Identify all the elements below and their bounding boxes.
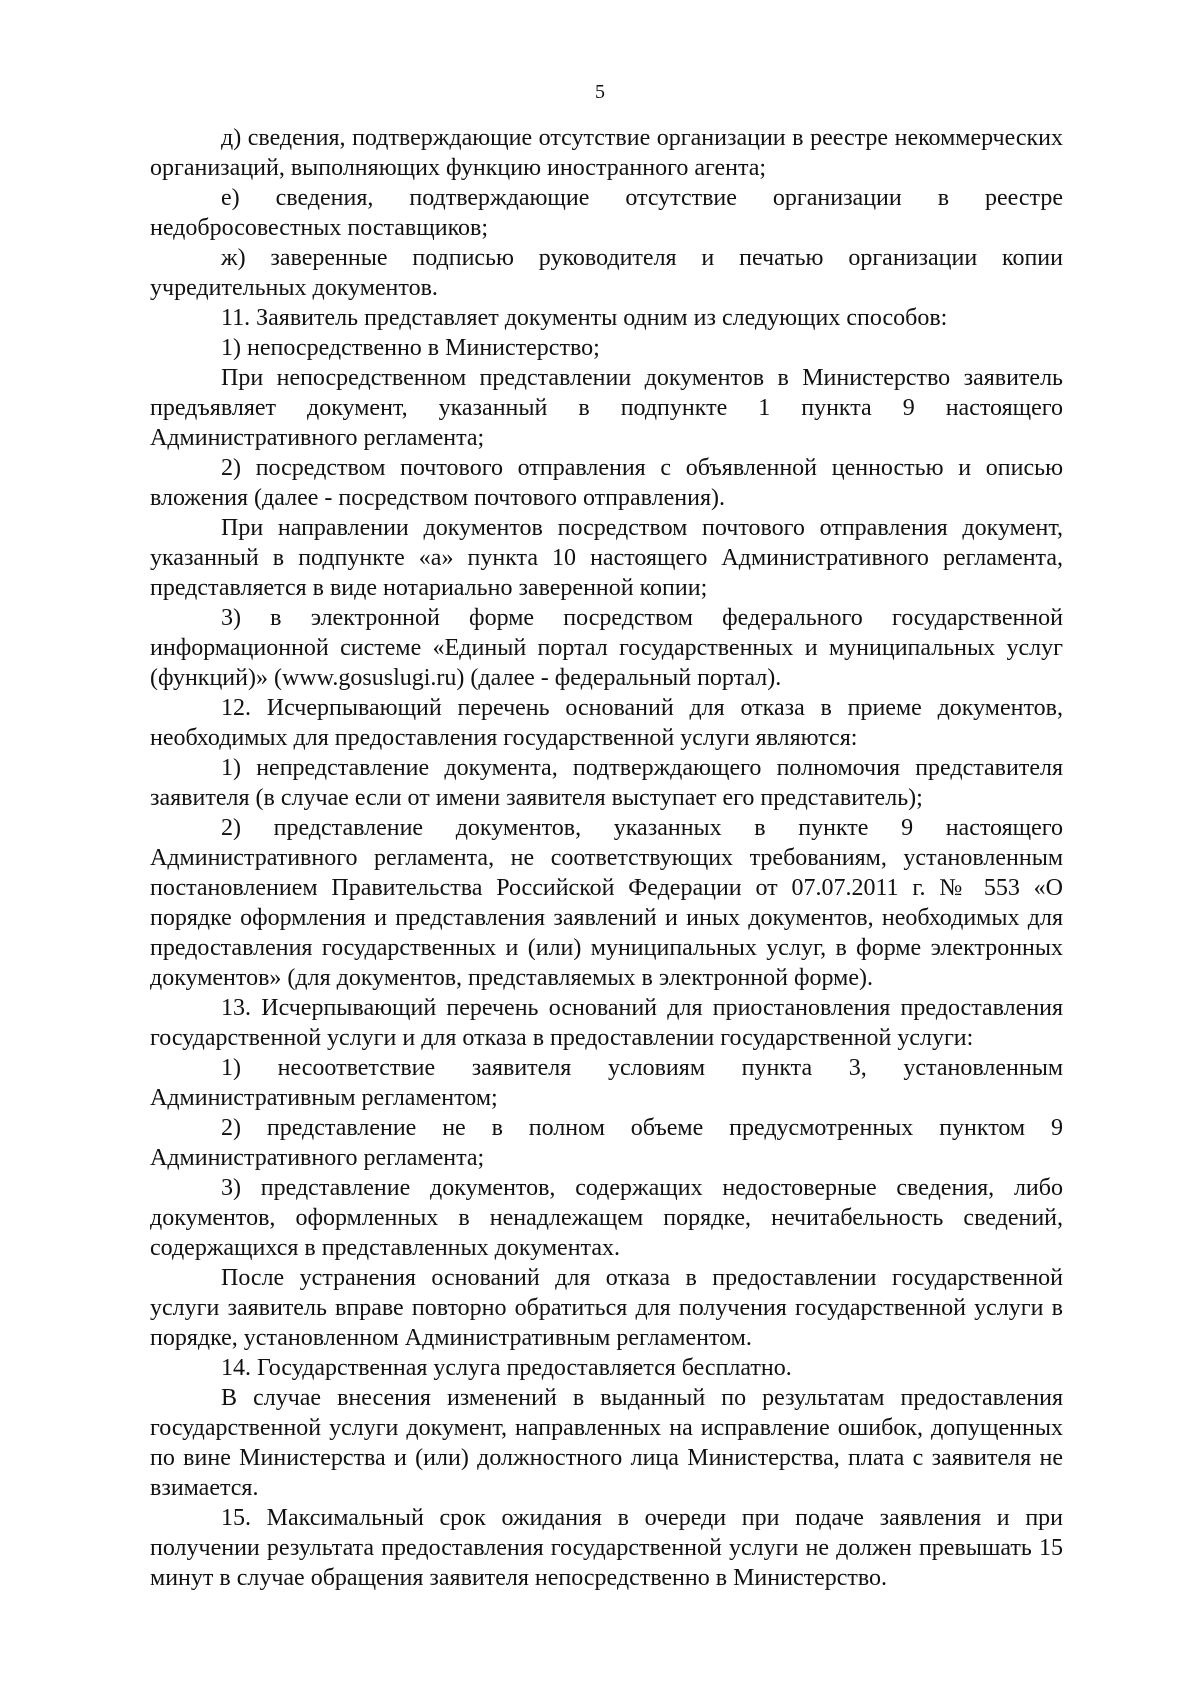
paragraph-12-1: 1) непредставление документа, подтверждающего полномочия представителя заявителя (в случае если от имени заявителя выступает его представитель); [150,755,1063,811]
paragraph-13: 13. Исчерпывающий перечень оснований для приостановления предоставления государственной услуги и для отказа в предоставлении государственной услуги: [150,995,1063,1051]
paragraph-13-2: 2) представление не в полном объеме предусмотренных пунктом 9 Административного регламента; [150,1115,1063,1171]
paragraph-11-1: 1) непосредственно в Министерство; [221,335,600,361]
paragraph-11-1-note: При непосредственном представлении документов в Министерство заявитель предъявляет документ, указанный в подпункте 1 пункта 9 настоящего Административного регламента; [150,365,1063,451]
paragraph-10zh: ж) заверенные подписью руководителя и печатью организации копии учредительных документов. [150,245,1063,301]
paragraph-13-after: После устранения оснований для отказа в предоставлении государственной услуги заявитель вправе повторно обратиться для получения государственной услуги в порядке, установленном Административным регламентом. [150,1265,1063,1351]
paragraph-11-2: 2) посредством почтового отправления с объявленной ценностью и описью вложения (далее - посредством почтового отправления). [150,455,1063,511]
page-number: 5 [595,81,605,103]
paragraph-12: 12. Исчерпывающий перечень оснований для отказа в приеме документов, необходимых для предоставления государственной услуги являются: [150,695,1063,751]
paragraph-10e: е) сведения, подтверждающие отсутствие организации в реестре недобросовестных поставщиков; [150,185,1063,241]
paragraph-13-1: 1) несоответствие заявителя условиям пункта 3, установленным Административным регламентом; [150,1055,1063,1111]
document-body [150,123,1063,1593]
paragraph-15: 15. Максимальный срок ожидания в очереди при подаче заявления и при получении результата предоставления государственной услуги не должен превышать 15 минут в случае обращения заявителя непосредственно в Министерство. [150,1505,1063,1591]
paragraph-13-3: 3) представление документов, содержащих недостоверные сведения, либо документов, оформленных в ненадлежащем порядке, нечитабельность сведений, содержащихся в представленных документах. [150,1175,1063,1261]
paragraph-11-3: 3) в электронной форме посредством федерального государственной информационной системе «Единый портал государственных и муниципальных услуг (функций)» (www.gosuslugi.ru) (далее - федеральный портал). [150,605,1063,691]
paragraph-11-2-note: При направлении документов посредством почтового отправления документ, указанный в подпункте «а» пункта 10 настоящего Административного регламента, представляется в виде нотариально заверенной копии; [150,515,1063,601]
paragraph-14: 14. Государственная услуга предоставляется бесплатно. [221,1355,792,1381]
paragraph-12-2: 2) представление документов, указанных в пункте 9 настоящего Административного регламента, не соответствующих требованиям, установленным постановлением Правительства Российской Федерации от 07.07.2011 г. № 553 «О порядке оформления и представления заявлений и иных документов, необходимых для предоставления государственных и (или) муниципальных услуг, в форме электронных документов» (для документов, представляемых в электронной форме). [150,815,1063,991]
paragraph-11: 11. Заявитель представляет документы одним из следующих способов: [221,305,948,331]
paragraph-14-note: В случае внесения изменений в выданный по результатам предоставления государственной услуги документ, направленных на исправление ошибок, допущенных по вине Министерства и (или) должностного лица Министерства, плата с заявителя не взимается. [150,1385,1063,1501]
paragraph-10d: д) сведения, подтверждающие отсутствие организации в реестре некоммерческих организаций, выполняющих функцию иностранного агента; [150,125,1063,181]
